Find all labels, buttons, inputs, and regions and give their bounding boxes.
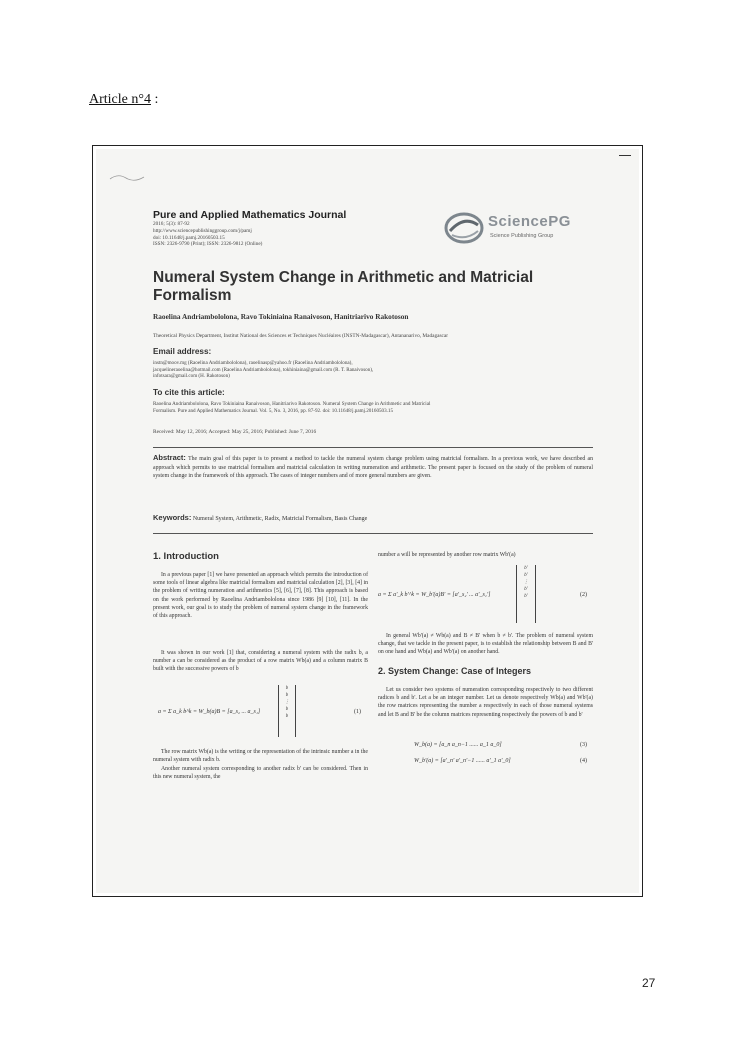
journal-line: doi: 10.11648/j.pamj.20160503.15 — [153, 234, 225, 241]
journal-line: 2016; 5(3): 87-92 — [153, 221, 190, 227]
keywords-label: Keywords: — [153, 513, 192, 522]
scanned-page — [96, 149, 639, 893]
section-2-heading: 2. System Change: Case of Integers — [378, 666, 532, 676]
equation-3: W_b(a) = [a_n a_n−1 ...... a_1 a_0] — [414, 742, 502, 748]
journal-line: http://www.sciencepublishinggroup.com/j/pamj — [153, 227, 252, 234]
equation-1: a = Σ a_k b^k = W_b(a)B = [a_s₂ ... a_s₁] — [158, 709, 261, 715]
article-label-suffix: : — [150, 92, 159, 107]
email-line: jacquelineraoelina@hotmail.com (Raoelina Andriambololona), tokhiniaina@gmail.com (R. T. Ranaivoson), — [153, 366, 374, 373]
divider — [153, 447, 593, 448]
paper-title: Numeral System Change in Arithmetic and Matricial Formalism — [153, 269, 534, 304]
keywords — [153, 513, 593, 522]
equation-2: a = Σ a'_k b'^k = W_b'(a)B' = [a'_s₂' ... a'_s₁'] — [378, 592, 491, 598]
email-line: instn@moov.mg (Raoelina Andriambololona), raoelinasp@yahoo.fr (Raoelina Andriambololona), — [153, 360, 353, 366]
equation-1-column-matrix: b b ⋮ b b — [278, 685, 296, 737]
article-label: Article n°4 — [89, 92, 151, 107]
divider — [153, 533, 593, 534]
cite-line: Formalism. Pure and Applied Mathematics Journal. Vol. 5, No. 3, 2016, pp. 87-92. doi: 10.11648/j.pamj.20160503.15 — [153, 407, 394, 414]
article-heading — [89, 92, 158, 108]
abstract — [153, 454, 593, 481]
cite-heading: To cite this article: — [153, 388, 225, 397]
journal-title: Pure and Applied Mathematics Journal — [153, 209, 347, 221]
section-1-paragraph: In a previous paper [1] we have presented an approach which permits the introduction of some tools of linear algebra like matricial formalism and matricial calculation [2], [3], [4] in the problem of writing numeration and arithmetics [5], [6], [7], [8]. This approach is based on the work performed by Raoelina Andriambololona since 1986 [9] [10], [11]. In the present work, our goal is to study the problem of numeral system change in the framework of this approach. — [153, 572, 368, 620]
paper-authors: Raoelina Andriambololona, Ravo Tokiniaina Ranaivoson, Hanitriarivo Rakotoson — [153, 312, 409, 321]
column-2-text: number a will be represented by another row matrix Wb'(a) — [378, 552, 516, 558]
logo-name: SciencePG — [488, 213, 571, 230]
column-2-paragraph: In general Wb'(a) ≠ Wb(a) and B ≠ B' when b ≠ b'. The problem of numeral system change, that we tackle in the present paper, is to establish the relationship between B and B' on one hand and Wb(a) and Wb'(a) on another hand. — [378, 633, 593, 656]
email-block — [153, 360, 593, 380]
section-1-paragraph: Another numeral system corresponding to another radix b' can be considered. Then in this new numeral system, the — [153, 766, 368, 781]
equation-3-number: (3) — [580, 742, 587, 748]
sciencepg-swirl-icon — [444, 211, 484, 245]
section-1-paragraph: The row matrix Wb(a) is the writing or the representation of the intrinsic number a in the numeral system with radix b. — [153, 749, 368, 764]
equation-1-number: (1) — [354, 709, 361, 715]
equation-2-column-matrix: b' b' ⋮ b' b' — [516, 565, 536, 623]
publisher-logo — [444, 211, 594, 251]
section-1-heading: 1. Introduction — [153, 551, 219, 562]
paper-affiliation: Theoretical Physics Department, Institut National des Sciences et Techniques Nucléaires (INSTN-Madagascar), Antananarivo, Madagascar — [153, 333, 449, 339]
email-line: infotsara@gmail.com (H. Rakotoson) — [153, 373, 230, 380]
page-number: 27 — [642, 976, 656, 990]
cite-block — [153, 401, 598, 414]
scan-mark — [619, 155, 631, 156]
logo-subtitle: Science Publishing Group — [490, 233, 554, 239]
scan-smudge-icon — [108, 169, 148, 189]
received-dates: Received: May 12, 2016; Accepted: May 25, 2016; Published: June 7, 2016 — [153, 429, 317, 435]
equation-4-number: (4) — [580, 758, 587, 764]
keywords-text: Numeral System, Arithmetic, Radix, Matricial Formalism, Basis Change — [192, 516, 368, 522]
section-1-paragraph: It was shown in our work [1] that, considering a numeral system with the radix b, a number a can be considered as the product of a row matrix Wb(a) and a column matrix B built with the successive powers of b — [153, 650, 368, 673]
abstract-text: The main goal of this paper is to present a method to tackle the numeral system change problem using matricial formalism. In a previous work, we have described an approach which permits to use matricial formalism and matricial calculation in writing numeration and arithmetic. The present paper is focused on the study of the problem of numeral system change in the framework of this approach. The cases of integer numbers and of more general numbers are given. — [153, 456, 593, 479]
equation-4: W_b'(a) = [a'_n' a'_n'−1 ...... a'_1 a'_0] — [414, 758, 511, 764]
journal-line: ISSN: 2326-9790 (Print); ISSN: 2326-9812 (Online) — [153, 241, 263, 248]
scanned-article-frame — [92, 145, 643, 897]
equation-2-number: (2) — [580, 592, 587, 598]
email-heading: Email address: — [153, 347, 212, 356]
abstract-label: Abstract: — [153, 453, 186, 462]
section-2-paragraph: Let us consider two systems of numeration corresponding respectively to two different radices b and b'. Let a be an integer number. Let us denote respectively Wb(a) and Wb'(a) the row matrices representing the number a respectively in each of those numeral systems and let B and B' be the column matrices representing respectively the powers of b and b' — [378, 687, 593, 718]
cite-line: Raoelina Andriambololona, Ravo Tokiniaina Ranaivoson, Hanitriarivo Rakotoson. Numeral System Change in Arithmetic and Matricial — [153, 401, 431, 407]
